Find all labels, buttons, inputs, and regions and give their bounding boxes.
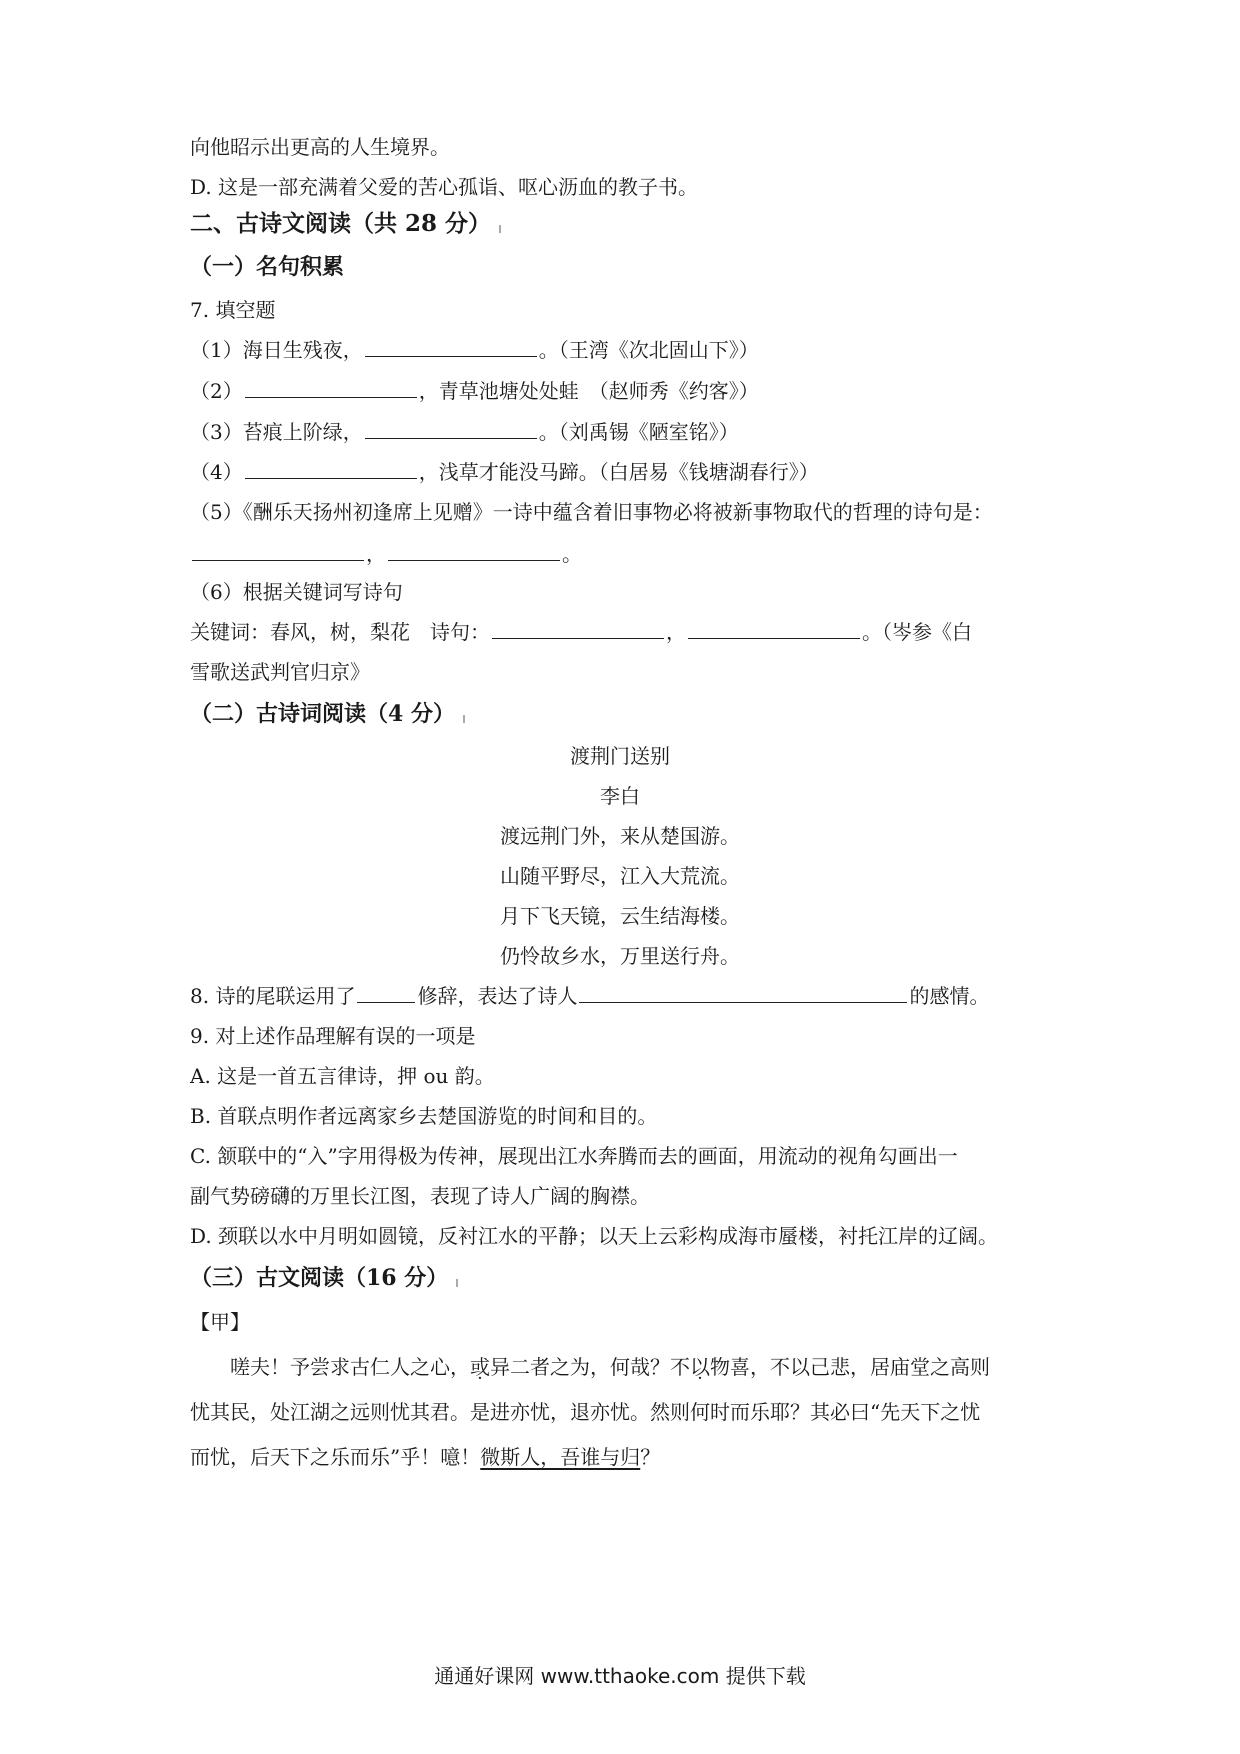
- text: ，青草池塘处处蛙 （赵师秀《约客》）: [418, 379, 759, 403]
- text: （1）海日生残夜，: [190, 338, 363, 362]
- mark: [463, 715, 465, 723]
- passage-line: [230, 1353, 990, 1381]
- text: （4）: [190, 460, 243, 484]
- poem-line: 仍怜故乡水，万里送行舟。: [500, 944, 740, 968]
- text: 而忧，后天下之乐而乐”乎！噫！: [190, 1445, 481, 1469]
- answer-blank[interactable]: [357, 982, 415, 1003]
- section-title: 二、古诗文阅读（共 28 分）: [190, 210, 492, 237]
- poem-line: 渡远荆门外，来从楚国游。: [500, 824, 740, 848]
- text-line: 向他昭示出更高的人生境界。: [190, 135, 450, 159]
- q7-item-3: [190, 418, 739, 446]
- text: 。（岑参《白: [862, 620, 972, 644]
- answer-blank[interactable]: [388, 540, 560, 561]
- text: 。（王湾《次北固山下》）: [538, 338, 759, 362]
- text: ，: [366, 542, 386, 566]
- passage-line: 忧其民，处江湖之远则忧其君。是进亦忧，退亦忧。然则何时而乐耶？其必曰“先天下之忧: [190, 1400, 981, 1424]
- text: ，: [666, 620, 686, 644]
- subsection-title: （一）名句积累: [190, 254, 345, 280]
- passage-line: [190, 1443, 660, 1471]
- mark: [499, 225, 501, 233]
- emphasized-char: 或: [470, 1355, 490, 1379]
- option-c-cont: 副气势磅礴的万里长江图，表现了诗人广阔的胸襟。: [190, 1184, 650, 1208]
- mark: [456, 1279, 458, 1287]
- poem-author: 李白: [600, 784, 640, 808]
- text: 。: [562, 542, 582, 566]
- q7-item-6-keywords: [190, 618, 972, 646]
- question-9: 9. 对上述作品理解有误的一项是: [190, 1024, 476, 1048]
- underlined-text: 微斯人，吾谁与归: [480, 1445, 641, 1469]
- option-a: A. 这是一首五言律诗，押 ou 韵。: [190, 1064, 495, 1088]
- option-d: D. 这是一部充满着父爱的苦心孤诣、呕心沥血的教子书。: [190, 175, 699, 199]
- subsection-heading: [190, 1264, 458, 1292]
- text: 物喜，不以己悲，居庙堂之高则: [710, 1355, 990, 1379]
- q7-item-6: （6）根据关键词写诗句: [190, 580, 403, 604]
- answer-blank[interactable]: [365, 418, 537, 439]
- q7-item-5-blanks: [190, 540, 582, 568]
- poem-line: 山随平野尽，江入大荒流。: [500, 864, 740, 888]
- emphasized-char: 以: [690, 1355, 710, 1379]
- q7-item-1: [190, 336, 759, 364]
- text: 关键词：春风，树，梨花 诗句：: [190, 620, 490, 644]
- option-d: D. 颈联以水中月明如圆镜，反衬江水的平静；以天上云彩构成海市蜃楼，衬托江岸的辽阔。: [190, 1224, 999, 1248]
- question-7: 7. 填空题: [190, 298, 276, 322]
- text-line: 雪歌送武判官归京》: [190, 660, 370, 684]
- passage-label: 【甲】: [190, 1310, 250, 1334]
- answer-blank[interactable]: [192, 540, 364, 561]
- section-heading: [190, 210, 501, 238]
- q7-item-5: （5）《酬乐天扬州初逢席上见赠》一诗中蕴含着旧事物必将被新事物取代的哲理的诗句是：: [190, 500, 993, 524]
- text: （2）: [190, 379, 243, 403]
- text: ，浅草才能没马蹄。（白居易《钱塘湖春行》）: [418, 460, 819, 484]
- option-b: B. 首联点明作者远离家乡去楚国游览的时间和目的。: [190, 1104, 658, 1128]
- footer-credit: 通通好课网 www.tthaoke.com 提供下载: [434, 1664, 806, 1688]
- text: 修辞，表达了诗人: [417, 984, 578, 1008]
- text: （3）苔痕上阶绿，: [190, 420, 363, 444]
- text: 8. 诗的尾联运用了: [190, 984, 356, 1008]
- answer-blank[interactable]: [492, 618, 664, 639]
- text: 异二者之为，何哉？不: [490, 1355, 690, 1379]
- answer-blank[interactable]: [579, 982, 907, 1003]
- text: 嗟夫！予尝求古仁人之心，: [230, 1355, 470, 1379]
- answer-blank[interactable]: [365, 336, 537, 357]
- answer-blank[interactable]: [245, 458, 417, 479]
- subsection-title: （三）古文阅读（16 分）: [190, 1265, 449, 1291]
- poem-line: 月下飞天镜，云生结海楼。: [500, 904, 740, 928]
- option-c: C. 颔联中的“入”字用得极为传神，展现出江水奔腾而去的画面，用流动的视角勾画出一: [190, 1144, 958, 1168]
- subsection-heading: [190, 700, 465, 728]
- answer-blank[interactable]: [245, 377, 417, 398]
- text: 。（刘禹锡《陋室铭》）: [538, 420, 739, 444]
- question-8: [190, 982, 989, 1010]
- q7-item-4: [190, 458, 819, 486]
- text: 的感情。: [909, 984, 990, 1008]
- q7-item-2: [190, 377, 759, 405]
- poem-title: 渡荆门送别: [570, 744, 670, 768]
- subsection-title: （二）古诗词阅读（4 分）: [190, 701, 455, 727]
- text: ？: [640, 1445, 661, 1469]
- answer-blank[interactable]: [688, 618, 860, 639]
- subsection-heading: [190, 253, 344, 281]
